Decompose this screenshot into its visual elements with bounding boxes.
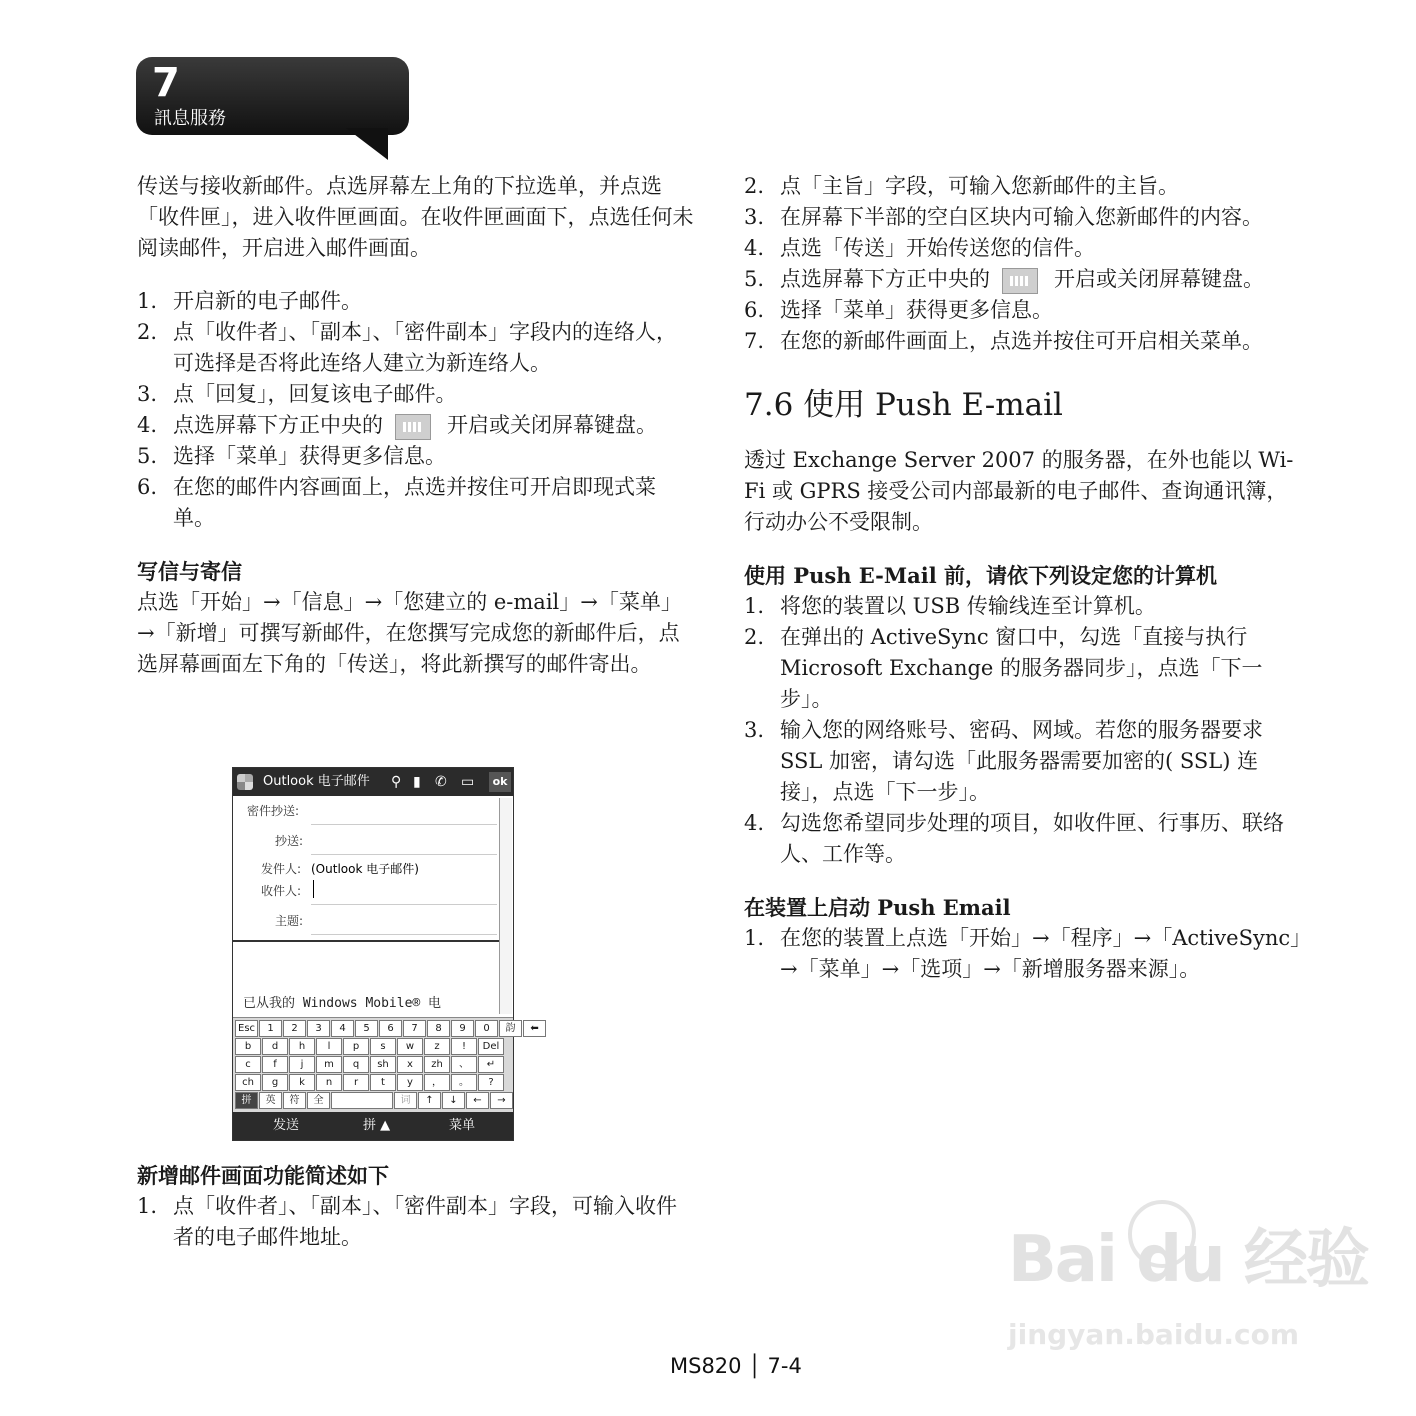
list-text: 点选屏幕下方正中央的 <box>780 267 990 291</box>
section-heading: 写信与寄信 <box>137 559 242 584</box>
scrollbar[interactable] <box>499 798 512 1014</box>
key[interactable]: 6 <box>379 1020 402 1037</box>
key[interactable]: 韵 <box>499 1020 522 1037</box>
key[interactable]: 0 <box>475 1020 498 1037</box>
list-text: 选择「菜单」获得更多信息。 <box>173 444 446 468</box>
list-text: 在弹出的 ActiveSync 窗口中，勾选「直接与执行 Microsoft Exchange 的服务器同步」，点选「下一步」。 <box>780 625 1263 711</box>
keyboard-icon <box>395 414 431 440</box>
list-text: 点选屏幕下方正中央的 <box>173 413 383 437</box>
list-number: 1. <box>744 594 765 618</box>
key[interactable]: c <box>235 1056 261 1073</box>
list-item <box>744 591 1304 622</box>
key[interactable]: 1 <box>259 1020 282 1037</box>
key[interactable]: Esc <box>235 1020 258 1037</box>
symbol-mode-key[interactable]: 符 <box>283 1092 306 1109</box>
field-line <box>311 934 497 935</box>
key[interactable]: t <box>370 1074 396 1091</box>
divider <box>233 940 499 942</box>
key[interactable]: r <box>343 1074 369 1091</box>
watermark-url: jingyan.baidu.com <box>1008 1318 1300 1351</box>
menu-softkey[interactable]: 菜单 <box>449 1118 476 1133</box>
key[interactable]: w <box>397 1038 423 1055</box>
section-heading: 新增邮件画面功能简述如下 <box>137 1163 389 1188</box>
list-number: 2. <box>137 320 158 344</box>
list-item <box>744 808 1304 870</box>
list-item <box>744 233 1304 264</box>
list-number: 4. <box>744 236 765 260</box>
list-number: 1. <box>137 289 158 313</box>
list-number: 5. <box>744 267 765 291</box>
key[interactable]: f <box>262 1056 288 1073</box>
chapter-number: 7 <box>152 60 179 106</box>
list-item <box>137 317 697 379</box>
list-item <box>137 286 697 317</box>
key[interactable]: 4 <box>331 1020 354 1037</box>
key[interactable]: n <box>316 1074 342 1091</box>
key[interactable]: 9 <box>451 1020 474 1037</box>
list-text: 点「收件者」、「副本」、「密件副本」字段，可输入收件者的电子邮件地址。 <box>173 1194 677 1249</box>
cc-label: 抄送: <box>275 834 304 848</box>
input-mode-softkey[interactable]: 拼 ▲ <box>363 1118 391 1133</box>
english-mode-key[interactable]: 英 <box>259 1092 282 1109</box>
list-text: 开启或关闭屏幕键盘。 <box>1054 267 1264 291</box>
antenna-icon: ⚲ <box>391 774 402 790</box>
key[interactable]: p <box>343 1038 369 1055</box>
key[interactable]: 7 <box>403 1020 426 1037</box>
fullwidth-key[interactable]: 全 <box>307 1092 330 1109</box>
from-label: 发件人: <box>261 862 302 876</box>
list-text: 勾选您希望同步处理的项目，如收件匣、行事历、联络人、工作等。 <box>780 811 1284 866</box>
to-field-cursor[interactable] <box>313 880 314 898</box>
key[interactable]: x <box>397 1056 423 1073</box>
ok-button[interactable]: ok <box>489 772 511 792</box>
key[interactable]: y <box>397 1074 423 1091</box>
section-heading: 使用 Push E-Mail 前，请依下列设定您的计算机 <box>744 563 1218 588</box>
arrow-right-key[interactable]: → <box>490 1092 513 1109</box>
chapter-tab-pointer <box>346 128 388 160</box>
space-key[interactable] <box>331 1092 393 1109</box>
push-email-intro: 透过 Exchange Server 2007 的服务器，在外也能以 Wi-Fi 或 GPRS 接受公司内部最新的电子邮件、查询通讯簿，行动办公不受限制。 <box>744 448 1294 534</box>
list-text: 输入您的网络账号、密码、网域。若您的服务器要求 SSL 加密，请勾选「此服务器需要加密的( SSL) 连接」，点选「下一步」。 <box>780 718 1263 804</box>
list-number: 4. <box>744 811 765 835</box>
bcc-label: 密件抄送: <box>247 804 300 818</box>
message-body[interactable]: 已从我的 Windows Mobile® 电 <box>243 996 442 1011</box>
from-value[interactable]: (Outlook 电子邮件) <box>311 862 419 876</box>
key[interactable]: 8 <box>427 1020 450 1037</box>
pinyin-mode-key[interactable]: 拼 <box>235 1092 258 1109</box>
key[interactable]: 3 <box>307 1020 330 1037</box>
list-item <box>137 379 697 410</box>
page-footer: MS820 │ 7-4 <box>670 1354 802 1378</box>
list-text: 在您的新邮件画面上，点选并按住可开启相关菜单。 <box>780 329 1263 353</box>
key[interactable]: q <box>343 1056 369 1073</box>
list-number: 6. <box>744 298 765 322</box>
list-item <box>137 441 697 472</box>
on-screen-keyboard <box>233 1017 539 1113</box>
section-title: 7.6 使用 Push E-mail <box>744 387 1063 423</box>
windows-start-icon[interactable] <box>237 774 253 790</box>
delete-key[interactable]: Del <box>478 1038 504 1055</box>
list-number: 7. <box>744 329 765 353</box>
right-column <box>744 171 1304 985</box>
section-heading: 在装置上启动 Push Email <box>744 895 1011 920</box>
key[interactable]: 、 <box>451 1056 477 1073</box>
key[interactable]: zh <box>424 1056 450 1073</box>
list-number: 1. <box>137 1194 158 1218</box>
watermark-logo: Bai du 经验 <box>1008 1223 1368 1297</box>
list-text: 点「收件者」、「副本」、「密件副本」字段内的连络人，可选择是否将此连络人建立为新连络人。 <box>173 320 677 375</box>
list-item <box>744 171 1304 202</box>
key[interactable]: sh <box>370 1056 396 1073</box>
list-text: 将您的装置以 USB 传输线连至计算机。 <box>780 594 1156 618</box>
arrow-down-key[interactable]: ↓ <box>442 1092 465 1109</box>
list-text: 点选「传送」开始传送您的信件。 <box>780 236 1095 260</box>
key[interactable]: g <box>262 1074 288 1091</box>
list-number: 3. <box>744 718 765 742</box>
list-item <box>137 472 697 534</box>
chapter-title: 訊息服務 <box>154 108 226 129</box>
list-item <box>744 264 1304 295</box>
intro-paragraph: 传送与接收新邮件。点选屏幕左上角的下拉选单，并点选「收件匣」，进入收件匣画面。在收件匣画面下，点选任何未阅读邮件，开启进入邮件画面。 <box>137 174 694 260</box>
key[interactable]: h <box>289 1038 315 1055</box>
list-item <box>744 326 1304 357</box>
field-line <box>311 904 497 905</box>
send-softkey[interactable]: 发送 <box>273 1118 300 1133</box>
list-number: 6. <box>137 475 158 499</box>
list-item <box>744 923 1304 985</box>
list-number: 1. <box>744 926 765 950</box>
list-item <box>744 622 1304 715</box>
key[interactable]: m <box>316 1056 342 1073</box>
list-item <box>744 295 1304 326</box>
key[interactable]: d <box>262 1038 288 1055</box>
list-number: 5. <box>137 444 158 468</box>
list-number: 2. <box>744 174 765 198</box>
backspace-key[interactable]: ⬅ <box>523 1020 546 1037</box>
enter-key[interactable]: ↵ <box>478 1056 504 1073</box>
list-text: 在您的邮件内容画面上，点选并按住可开启即现式菜单。 <box>173 475 656 530</box>
list-number: 2. <box>744 625 765 649</box>
left-column <box>137 171 697 680</box>
compose-paragraph: 点选「开始」→「信息」→「您建立的 e-mail」→「菜单」→「新增」可撰写新邮件，在您撰写完成您的新邮件后，点选屏幕画面左下角的「传送」，将此新撰写的邮件寄出。 <box>137 590 682 676</box>
phone-screenshot <box>232 767 539 1141</box>
key[interactable]: z <box>424 1038 450 1055</box>
key[interactable]: s <box>370 1038 396 1055</box>
left-column-bottom <box>137 1160 697 1253</box>
list-text: 开启或关闭屏幕键盘。 <box>447 413 657 437</box>
list-text: 在屏幕下半部的空白区块内可输入您新邮件的内容。 <box>780 205 1263 229</box>
list-text: 点「主旨」字段，可输入您新邮件的主旨。 <box>780 174 1179 198</box>
key[interactable]: ch <box>235 1074 261 1091</box>
list-item <box>137 1191 697 1253</box>
field-line <box>311 854 497 855</box>
list-item <box>744 202 1304 233</box>
list-number: 3. <box>744 205 765 229</box>
phone-icon: ✆ <box>435 774 447 790</box>
battery-icon: ▭ <box>461 774 475 790</box>
subject-label: 主题: <box>275 914 304 928</box>
to-label: 收件人: <box>261 884 302 898</box>
key[interactable]: j <box>289 1056 315 1073</box>
list-number: 4. <box>137 413 158 437</box>
list-text: 在您的装置上点选「开始」→「程序」→「ActiveSync」→「菜单」→「选项」→「新增服务器来源」。 <box>780 926 1301 981</box>
key[interactable]: 5 <box>355 1020 378 1037</box>
signal-icon: ▮ <box>413 774 421 790</box>
key[interactable]: 。 <box>451 1074 477 1091</box>
arrow-up-key[interactable]: ↑ <box>418 1092 441 1109</box>
phone-title-bar <box>233 768 513 796</box>
key[interactable]: l <box>316 1038 342 1055</box>
list-item <box>744 715 1304 808</box>
list-item <box>137 410 697 441</box>
key[interactable]: ， <box>424 1074 450 1091</box>
key[interactable]: k <box>289 1074 315 1091</box>
key[interactable]: 2 <box>283 1020 306 1037</box>
arrow-left-key[interactable]: ← <box>466 1092 489 1109</box>
soft-key-bar <box>233 1112 513 1140</box>
list-text: 选择「菜单」获得更多信息。 <box>780 298 1053 322</box>
phone-app-title: Outlook 电子邮件 <box>263 774 370 789</box>
key[interactable]: ? <box>478 1074 504 1091</box>
key[interactable]: ! <box>451 1038 477 1055</box>
keyboard-icon <box>1002 268 1038 294</box>
word-key[interactable]: 词 <box>394 1092 417 1109</box>
key[interactable]: b <box>235 1038 261 1055</box>
list-number: 3. <box>137 382 158 406</box>
field-line <box>311 824 497 825</box>
list-text: 开启新的电子邮件。 <box>173 289 362 313</box>
list-text: 点「回复」，回复该电子邮件。 <box>173 382 457 406</box>
